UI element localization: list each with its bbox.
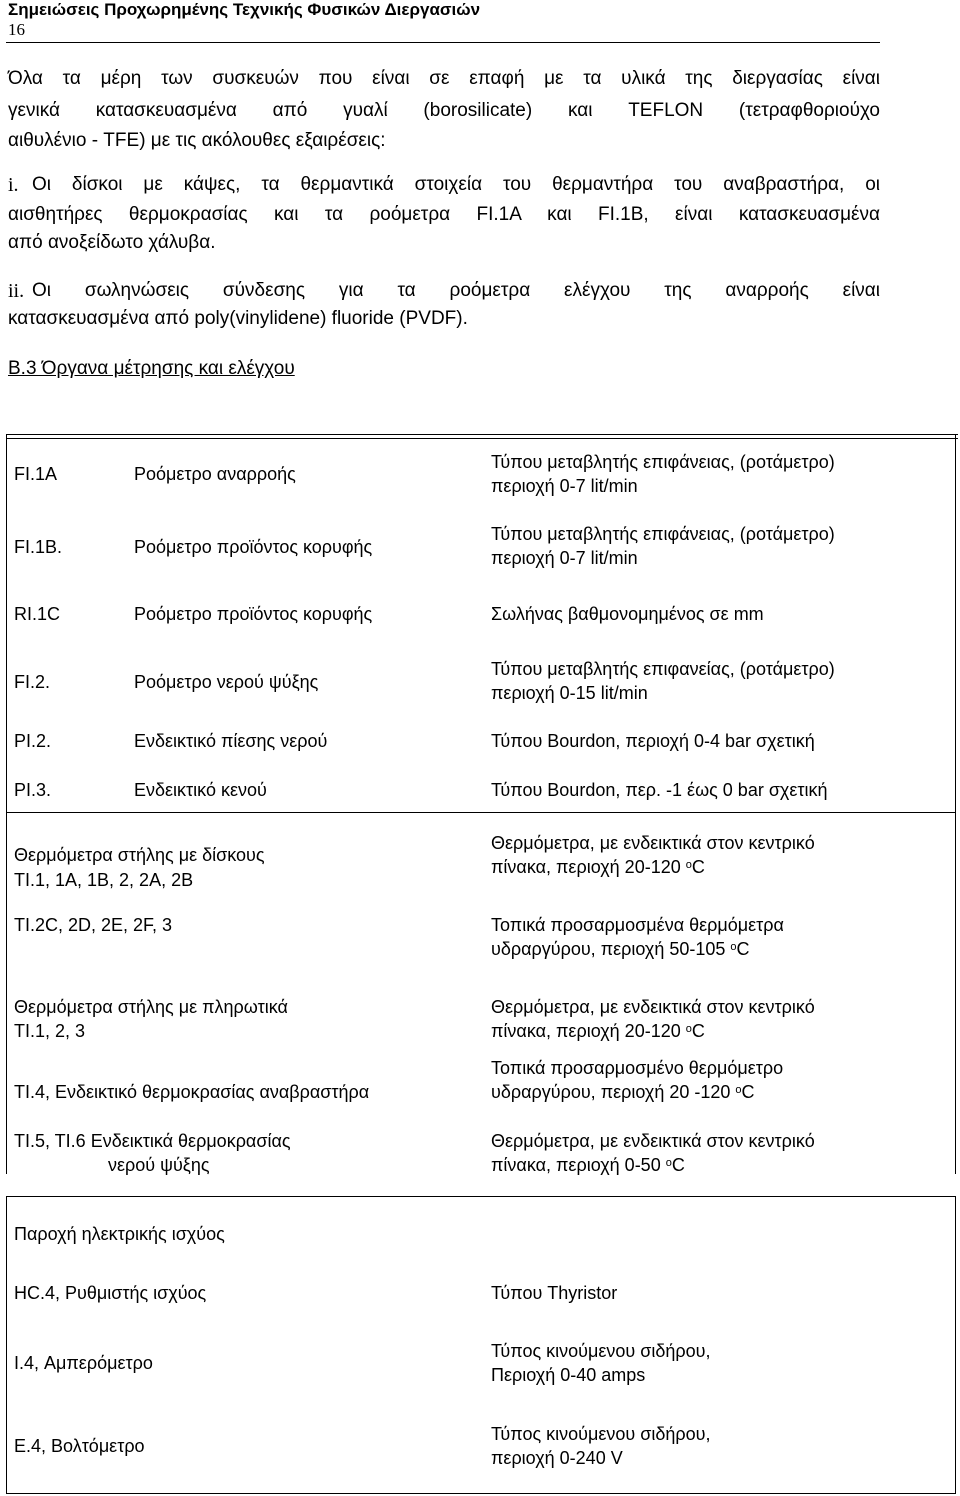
- header-rule: [6, 42, 880, 43]
- instrument-name: Ροόμετρο αναρροής: [134, 464, 296, 484]
- thermometer-spec: Τοπικά προσαρμοσμένο θερμόμετρο: [491, 1058, 784, 1078]
- page-number: 16: [8, 20, 25, 39]
- thermometer-spec: Θερμόμετρα, με ενδεικτικά στον κεντρικό: [491, 833, 815, 853]
- table-top-border-inner: [6, 438, 958, 439]
- exception-ii-line-2: κατασκευασμένα από poly(vinylidene) fluoride (PVDF).: [8, 308, 468, 329]
- thermometer-spec: υδραργύρου, περιοχή 50-105 $^o$C: [491, 939, 750, 959]
- instrument-spec: Τύπου Bourdon, περιοχή 0-4 bar σχετική: [491, 731, 815, 751]
- instrument-spec: περιοχή 0-15 lit/min: [491, 683, 648, 703]
- instrument-spec: περιοχή 0-7 lit/min: [491, 476, 638, 496]
- thermometer-spec: Θερμόμετρα, με ενδεικτικά στον κεντρικό: [491, 1131, 815, 1151]
- thermometer-tags: TI.1, 2, 3: [14, 1021, 86, 1041]
- instrument-spec: Τύπου Bourdon, περ. -1 έως 0 bar σχετική: [491, 780, 828, 800]
- thermometer-spec: Θερμόμετρα, με ενδεικτικά στον κεντρικό: [491, 997, 815, 1017]
- instrument-spec: Σωλήνας βαθμονομημένος σε mm: [491, 604, 764, 624]
- power-spec: Τύπος κινούμενου σιδήρου,: [491, 1424, 711, 1444]
- exception-ii-marker: ii.: [8, 280, 25, 302]
- thermometer-tags: TI.1, 1A, 1B, 2, 2A, 2B: [14, 870, 194, 890]
- power-item: HC.4, Ρυθμιστής ισχύος: [14, 1283, 207, 1303]
- exception-i-line-2: αισθητήρες θερμοκρασίας και τα ροόμετρα FI.1A και FI.1B, είναι κατασκευασμένα: [8, 204, 880, 225]
- table-right-border: [955, 434, 956, 1174]
- instrument-name: Ενδεικτικό κενού: [134, 780, 267, 800]
- instrument-name: Ενδεικτικό πίεσης νερού: [134, 731, 328, 751]
- instrument-name: Ροόμετρο προϊόντος κορυφής: [134, 537, 373, 557]
- header-title: Σημειώσεις Προχωρημένης Τεχνικής Φυσικών Διεργασιών: [8, 0, 481, 19]
- instrument-spec: Τύπου μεταβλητής επιφάνειας, (ροτάμετρο): [491, 524, 835, 544]
- power-spec: Περιοχή 0-40 amps: [491, 1365, 646, 1385]
- thermometer-tags: νερού ψύξης: [108, 1155, 210, 1175]
- thermometer-tags: TI.2C, 2D, 2E, 2F, 3: [14, 915, 173, 935]
- instrument-tag: FI.1B.: [14, 537, 63, 557]
- thermometer-group: Θερμόμετρα στήλης με πληρωτικά: [14, 997, 288, 1017]
- instrument-tag: FI.2.: [14, 672, 51, 692]
- instrument-spec: περιοχή 0-7 lit/min: [491, 548, 638, 568]
- exception-ii-line-1: Οι σωληνώσεις σύνδεσης για τα ροόμετρα ελέγχου της αναρροής είναι: [32, 280, 880, 301]
- exception-i-marker: i.: [8, 174, 19, 196]
- intro-line-1: Όλα τα μέρη των συσκευών που είναι σε επαφή με τα υλικά της διεργασίας είναι: [8, 68, 880, 89]
- thermometer-spec: Τοπικά προσαρμοσμένα θερμόμετρα: [491, 915, 784, 935]
- instrument-name: Ροόμετρο νερού ψύξης: [134, 672, 319, 692]
- power-spec: Τύπου Thyristor: [491, 1283, 618, 1303]
- intro-line-2: γενικά κατασκευασμένα από γυαλί (borosilicate) και TEFLON (τετραφθοριούχο: [8, 100, 880, 121]
- table-left-border: [6, 434, 7, 1174]
- power-table-bottom-border: [6, 1493, 956, 1494]
- thermometer-spec: υδραργύρου, περιοχή 20 -120 $^o$C: [491, 1082, 755, 1102]
- thermometer-spec: πίνακα, περιοχή 20-120 $^o$C: [491, 1021, 705, 1041]
- thermometer-spec: πίνακα, περιοχή 20-120 $^o$C: [491, 857, 705, 877]
- instrument-tag: PI.2.: [14, 731, 52, 751]
- table-divider: [6, 812, 956, 813]
- instrument-spec: Τύπου μεταβλητής επιφάνειας, (ροτάμετρο): [491, 452, 835, 472]
- thermometer-tags: TI.4, Ενδεικτικό θερμοκρασίας αναβραστήρα: [14, 1082, 370, 1102]
- power-table-top-border: [6, 1196, 956, 1197]
- power-heading: Παροχή ηλεκτρικής ισχύος: [14, 1224, 225, 1244]
- power-table-right-border: [955, 1196, 956, 1494]
- thermometer-tags: TI.5, TI.6 Ενδεικτικά θερμοκρασίας: [14, 1131, 291, 1151]
- exception-i-line-1: Οι δίσκοι με κάψες, τα θερμαντικά στοιχεία του θερμαντήρα του αναβραστήρα, οι: [32, 174, 880, 195]
- intro-line-3: αιθυλένιο - TFE) με τις ακόλουθες εξαιρέσεις:: [8, 130, 386, 151]
- power-table-left-border: [6, 1196, 7, 1494]
- power-spec: περιοχή 0-240 V: [491, 1448, 623, 1468]
- instrument-name: Ροόμετρο προϊόντος κορυφής: [134, 604, 373, 624]
- power-item: E.4, Βολτόμετρο: [14, 1436, 145, 1456]
- thermometer-spec: πίνακα, περιοχή 0-50 $^o$C: [491, 1155, 685, 1175]
- table-top-border: [6, 434, 958, 435]
- instrument-tag: FI.1A: [14, 464, 58, 484]
- instrument-spec: Τύπου μεταβλητής επιφανείας, (ροτάμετρο): [491, 659, 835, 679]
- section-heading: B.3 Όργανα μέτρησης και ελέγχου: [8, 358, 295, 379]
- exception-i-line-3: από ανοξείδωτο χάλυβα.: [8, 232, 216, 253]
- thermometer-group: Θερμόμετρα στήλης με δίσκους: [14, 845, 265, 865]
- instrument-tag: RI.1C: [14, 604, 61, 624]
- instrument-tag: PI.3.: [14, 780, 52, 800]
- power-item: I.4, Αμπερόμετρο: [14, 1353, 153, 1373]
- power-spec: Τύπος κινούμενου σιδήρου,: [491, 1341, 711, 1361]
